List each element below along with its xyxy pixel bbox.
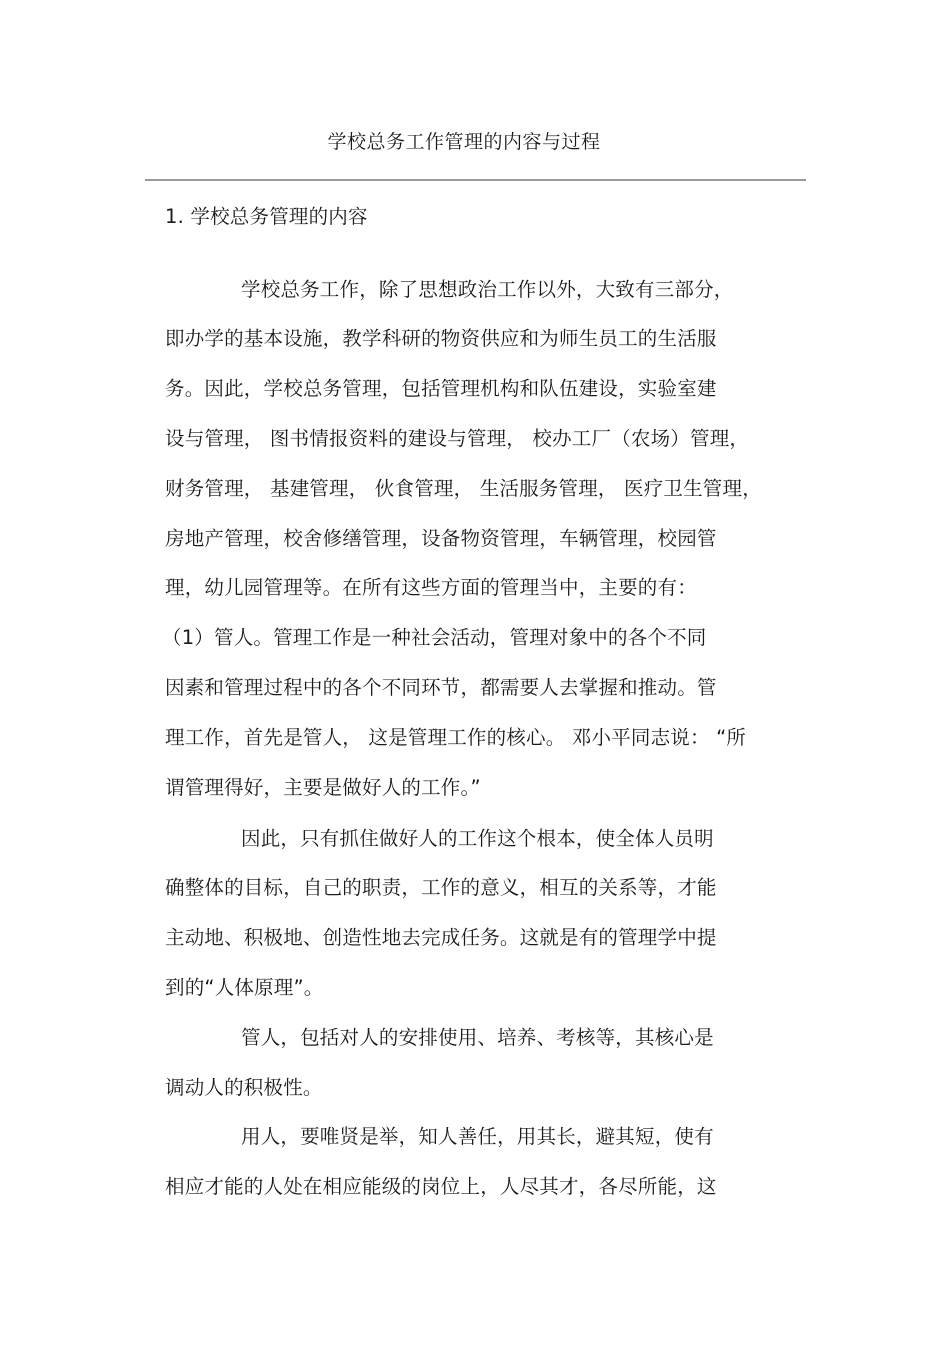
text-line: 主动地、积极地、创造性地去完成任务。这就是有的管理学中提: [165, 926, 717, 949]
section-heading: 1. 学校总务管理的内容: [165, 205, 368, 228]
document-title: 学校总务工作管理的内容与过程: [327, 131, 601, 153]
text-line: 谓管理得好，主要是做好人的工作。”: [165, 776, 481, 799]
text-line: 学校总务工作，除了思想政治工作以外，大致有三部分，: [241, 278, 734, 301]
text-line: 务。因此，学校总务管理，包括管理机构和队伍建设，实验室建: [165, 377, 717, 400]
text-line: 确整体的目标，自己的职责，工作的意义，相互的关系等，才能: [165, 876, 717, 899]
text-line: 调动人的积极性。: [165, 1076, 323, 1099]
text-line: 因素和管理过程中的各个不同环节，都需要人去掌握和推动。管: [165, 676, 717, 699]
text-line: 理，幼儿园管理等。在所有这些方面的管理当中，主要的有：: [165, 576, 697, 599]
text-line: 即办学的基本设施，教学科研的物资供应和为师生员工的生活服: [165, 327, 717, 350]
title-divider: [145, 179, 806, 181]
text-line: 到的“人体原理”。: [165, 976, 324, 999]
text-line: 财务管理， 基建管理， 伙食管理， 生活服务管理， 医疗卫生管理，: [165, 477, 762, 500]
text-line: （1）管人。管理工作是一种社会活动，管理对象中的各个不同: [162, 626, 707, 649]
text-line: 设与管理， 图书情报资料的建设与管理， 校办工厂（农场）管理，: [165, 427, 750, 450]
text-line: 房地产管理，校舍修缮管理，设备物资管理，车辆管理，校园管: [165, 527, 717, 550]
text-line: 因此，只有抓住做好人的工作这个根本，使全体人员明: [241, 827, 714, 850]
text-line: 相应才能的人处在相应能级的岗位上，人尽其才，各尽所能，这: [165, 1175, 717, 1198]
text-line: 管人，包括对人的安排使用、培养、考核等，其核心是: [241, 1026, 714, 1049]
text-line: 理工作，首先是管人， 这是管理工作的核心。 邓小平同志说： “所: [165, 726, 747, 749]
text-line: 用人，要唯贤是举，知人善任，用其长，避其短，使有: [241, 1125, 714, 1148]
